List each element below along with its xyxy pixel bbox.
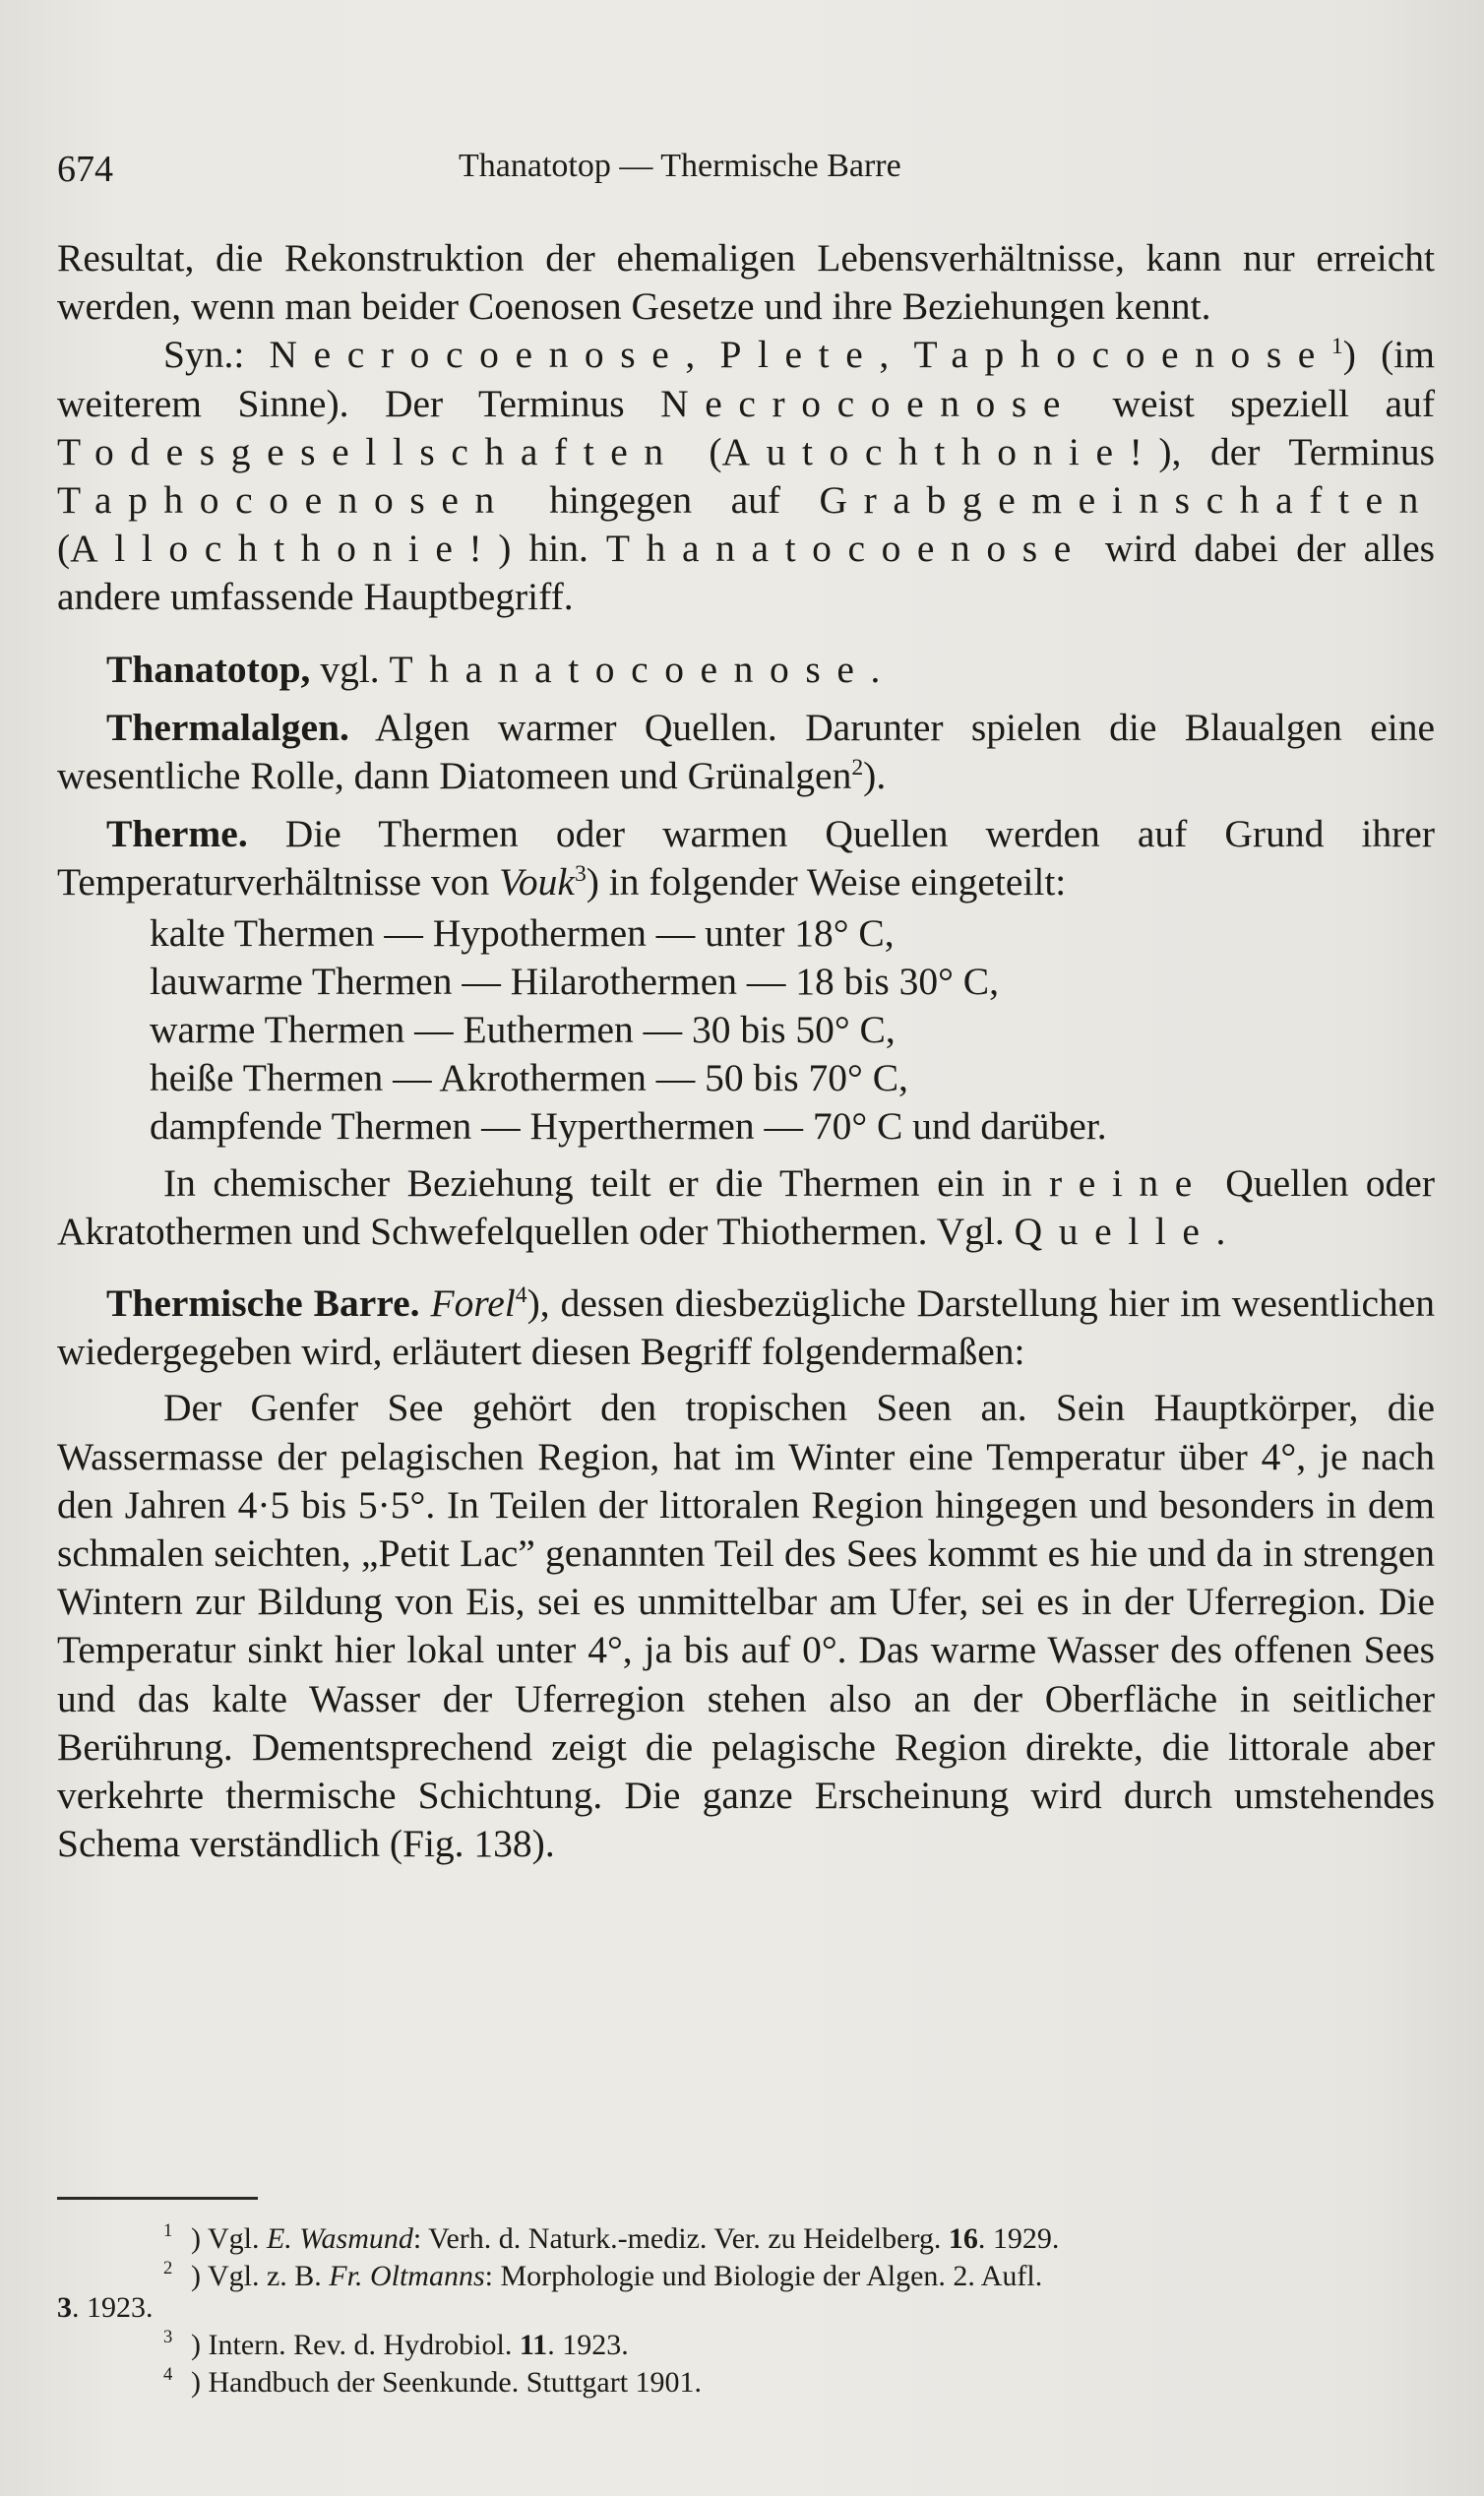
entry-therme: Therme. Die Thermen oder warmen Quellen werden auf Grund ihrer Temperaturverhältnisse von Vouk$^3$) in folgender Weise eingeteilt: bbox=[57, 812, 1435, 905]
author-forel: Forel bbox=[430, 1281, 516, 1326]
entry-thermalalgen: Thermalalgen. Algen warmer Quellen. Darunter spielen die Blaualgen eine wesentliche Rolle, dann Diatomeen und Grünalgen$^2$). bbox=[57, 705, 1435, 798]
term-grabgemeinschaften: Grabgemeinschaften bbox=[819, 478, 1435, 523]
cross-reference-thanatocoenose: Thanatocoenose bbox=[389, 647, 871, 691]
footnote-divider bbox=[57, 2197, 258, 2200]
thermen-classification-list bbox=[57, 909, 1435, 1152]
entry-thermische-barre: Thermische Barre. Forel$^4$), dessen diesbezügliche Darstellung hier im wesentlichen wiedergegeben wird, erläutert diesen Begriff folgendermaßen: bbox=[57, 1281, 1436, 1374]
footnotes bbox=[57, 2220, 1435, 2402]
term-todesgesellschaften: Todesgesellschaften bbox=[57, 429, 680, 473]
main-text bbox=[57, 234, 1435, 1869]
term-thanatocoenose: Thanatocoenose bbox=[605, 527, 1087, 571]
footnote-ref-2: 2 bbox=[851, 754, 864, 780]
entry-heading-thermische-barre: Thermische Barre. bbox=[106, 1281, 420, 1326]
footnote-ref-1: 1 bbox=[1330, 334, 1343, 360]
entry-heading-thanatotop: Thanatotop, bbox=[106, 647, 311, 691]
entry-heading-therme: Therme. bbox=[106, 812, 248, 856]
paragraph-synonyms: Syn.: Necrocoenose, Plete, Taphocoenose$^1$) (im weiterem Sinne). Der Terminus Necrocoenose weist speziell auf Todesgesellschaften (Autochthonie!), der Terminus Taphocoenosen hingegen auf Grabgemeinschaften (Allochthonie!) hin. Thanatocoenose wird dabei der alles andere umfassende Hauptbegriff. bbox=[57, 333, 1435, 619]
term-allochthonie: Allochthonie! bbox=[70, 527, 499, 571]
footnote-3: 3 ) Intern. Rev. d. Hydrobiol. 11. 1923. bbox=[163, 2327, 629, 2361]
term-necrocoenose: Necrocoenose bbox=[269, 333, 686, 377]
page-number: 674 bbox=[57, 149, 113, 190]
page-header bbox=[57, 148, 1425, 195]
term-necrocoenose-2: Necrocoenose bbox=[660, 381, 1077, 425]
list-item: kalte Thermen — Hypothermen — unter 18° C, bbox=[150, 910, 895, 955]
term-autochthonie: Autochthonie! bbox=[721, 429, 1159, 473]
footnote-author: Fr. Oltmanns bbox=[329, 2260, 485, 2292]
term-plete: Plete bbox=[719, 333, 880, 377]
list-item: heiße Thermen — Akrothermen — 50 bis 70° C, bbox=[150, 1056, 908, 1100]
list-item: warme Thermen — Euthermen — 30 bis 50° C, bbox=[150, 1008, 896, 1052]
term-taphocoenosen: Taphocoenosen bbox=[57, 478, 511, 523]
list-item: lauwarme Thermen — Hilarothermen — 18 bis 30° C, bbox=[150, 959, 1000, 1003]
footnote-author: E. Wasmund bbox=[266, 2222, 413, 2255]
paragraph-resultat: Resultat, die Rekonstruktion der ehemaligen Lebensverhältnisse, kann nur erreicht werden, wenn man beider Coenosen Gesetze und ihre Beziehungen kennt. bbox=[57, 236, 1435, 329]
term-taphocoenose: Taphocoenose bbox=[913, 333, 1331, 377]
entry-thanatotop: Thanatotop, vgl. Thanatocoenose. bbox=[106, 647, 881, 691]
term-reine: reine bbox=[1048, 1160, 1208, 1205]
list-item: dampfende Thermen — Hyperthermen — 70° C und darüber. bbox=[150, 1104, 1107, 1149]
cross-reference-quelle: Quelle bbox=[1014, 1209, 1216, 1253]
footnote-ref-4: 4 bbox=[515, 1281, 527, 1308]
paragraph-chemische-beziehung: In chemischer Beziehung teilt er die Thermen ein in reine Quellen oder Akratothermen und Schwefelquellen oder Thiothermen. Vgl. Quelle. bbox=[57, 1160, 1435, 1253]
running-title: Thanatotop — Thermische Barre bbox=[459, 148, 901, 184]
footnote-2: 2 ) Vgl. z. B. Fr. Oltmanns: Morphologie und Biologie der Algen. 2. Aufl. 3. 1923. bbox=[57, 2258, 1043, 2324]
paragraph-genfer-see: Der Genfer See gehört den tropischen Seen an. Sein Hauptkörper, die Wassermasse der pelagischen Region, hat im Winter eine Temperatur über 4°, je nach den Jahren 4·5 bis 5·5°. In Teilen der littoralen Region hingegen und besonders in dem schmalen seichten, „Petit Lac” genannten Teil des Sees kommt es hie und da in strengen Wintern zur Bildung von Eis, sei es unmittelbar am Ufer, sei es in der Uferregion. Die Temperatur sinkt hier lokal unter 4°, ja bis auf 0°. Das warme Wasser des offenen Sees und das kalte Wasser der Uferregion stehen also an der Oberfläche in seitlicher Berührung. Dementsprechend zeigt die pelagische Region direkte, die littorale aber verkehrte thermische Schichtung. Die ganze Erscheinung wird durch umstehendes Schema verständlich (Fig. 138). bbox=[57, 1386, 1435, 1866]
footnote-4: 4 ) Handbuch der Seenkunde. Stuttgart 1901. bbox=[163, 2364, 703, 2399]
entry-heading-thermalalgen: Thermalalgen. bbox=[106, 705, 349, 749]
footnote-1: 1 ) Vgl. E. Wasmund: Verh. d. Naturk.-mediz. Ver. zu Heidelberg. 16. 1929. bbox=[163, 2220, 1060, 2255]
author-vouk: Vouk bbox=[499, 860, 575, 905]
footnote-ref-3: 3 bbox=[574, 861, 587, 888]
